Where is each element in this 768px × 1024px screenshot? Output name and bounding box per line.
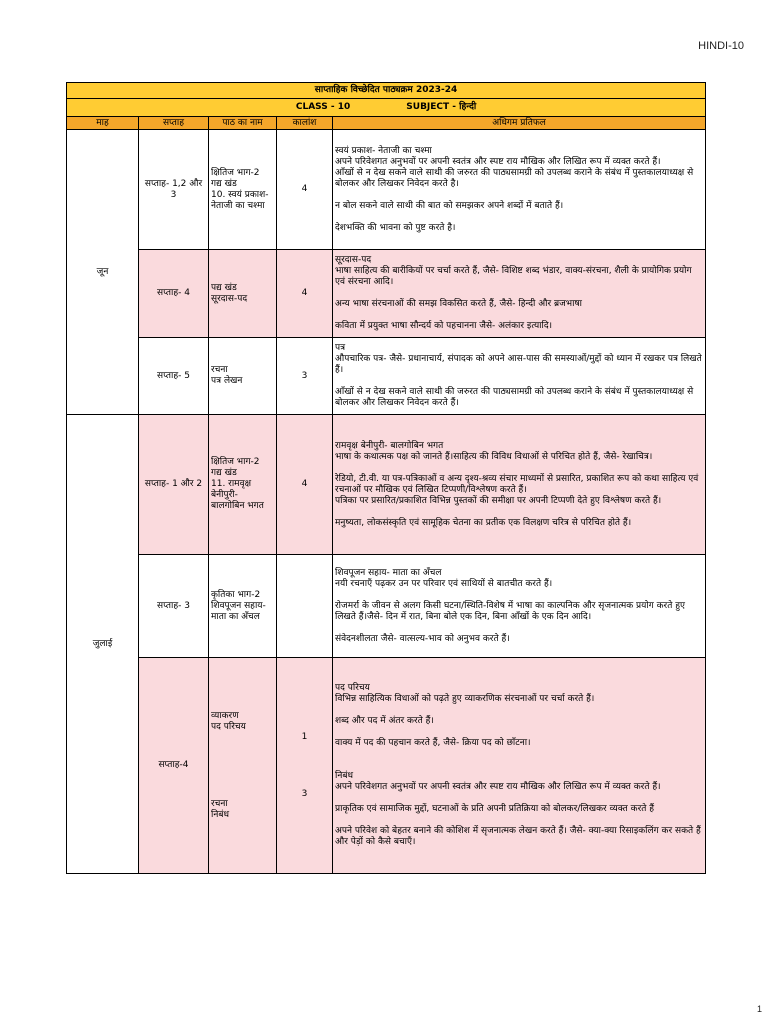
outcome-line: रामवृक्ष बेनीपुरी- बालगोबिन भगत xyxy=(335,440,444,451)
syllabus-table xyxy=(66,82,706,874)
page-number: 1 xyxy=(756,1004,762,1014)
table-row xyxy=(67,415,706,555)
outcome-line: कविता में प्रयुक्त भाषा सौन्दर्य को पहचानना जैसे- अलंकार इत्यादि। xyxy=(335,321,553,331)
outcomes-cell xyxy=(333,130,706,250)
outcome-line: पत्र xyxy=(335,343,346,353)
outcome-line: अन्य भाषा संरचनाओं की समझ विकसित करते हैं, जैसे- हिन्दी और ब्रजभाषा xyxy=(335,299,582,309)
outcome-line: मनुष्यता, लोकसंस्कृति एवं सामूहिक चेतना का प्रतीक एक विलक्षण चरित्र से परिचित होते हैं। xyxy=(335,517,632,528)
outcome-line: वाक्य में पद की पहचान करते हैं, जैसे- क्रिया पद को छाँटना। xyxy=(335,738,531,748)
lesson-cell: रचना पत्र लेखन xyxy=(209,338,277,415)
outcome-line: पद परिचय xyxy=(335,683,370,693)
subtitle-row xyxy=(67,99,706,117)
month-june: जून xyxy=(67,130,139,415)
subject-label: SUBJECT - हिन्दी xyxy=(406,102,477,112)
outcome-line: शिवपूजन सहाय- माता का अँचल xyxy=(335,567,442,578)
periods-cell: 4 xyxy=(277,130,333,250)
outcome-line: आँखों से न देख सकने वाले साथी की जरुरत की पाठ्यसामग्री को उपलब्ध कराने के संबंध में पुस्तकालयाध्यक्ष से बोलकर और लिखकर निवेदन करते हैं। xyxy=(335,387,694,408)
week-cell: सप्ताह- 4 xyxy=(139,250,209,338)
lesson-cell: पद्य खंड सूरदास-पद xyxy=(209,250,277,338)
lesson-cell: क्षितिज भाग-2 गद्य खंड 10. स्वयं प्रकाश- नेताजी का चश्मा xyxy=(209,130,277,250)
outcome-line: विभिन्न साहित्यिक विधाओं को पढ़ते हुए व्याकरणिक संरचनाओं पर चर्चा करते हैं। xyxy=(335,694,595,704)
outcome-line: आँखों से न देख सकने वाले साथी की जरुरत की पाठ्यसामग्री को उपलब्ध कराने के संबंध में पुस्तकालयाध्यक्ष से बोलकर और लिखकर निवेदन करते है। xyxy=(335,167,694,189)
table-row xyxy=(67,250,706,338)
outcome-line: रेडियो, टी.वी. या पत्र-पत्रिकाओं व अन्य दृश्य-श्रव्य संचार माध्यमों से प्रसारित, प्रकाशित रूप को कथा साहित्य एवं रचनाओं पर मौखिक एवं लिखित टिप्पणी/विश्लेषण करते हैं। xyxy=(335,473,699,495)
week-cell: सप्ताह-4 xyxy=(139,658,209,874)
week-cell: सप्ताह- 3 xyxy=(139,555,209,658)
periods-cell xyxy=(277,555,333,658)
class-label: CLASS - 10 xyxy=(295,102,351,112)
week-cell: सप्ताह- 5 xyxy=(139,338,209,415)
lesson-cell: व्याकरण पद परिचय रचना निबंध xyxy=(209,658,277,874)
document-code: HINDI-10 xyxy=(698,40,744,52)
outcome-line: अपने परिवेशगत अनुभवों पर अपनी स्वतंत्र और स्पष्ट राय मौखिक और लिखित रूप में व्यक्त करते हैं। xyxy=(335,782,661,792)
table-row xyxy=(67,555,706,658)
outcome-line: भाषा साहित्य की बारीकियों पर चर्चा करते हैं, जैसे- विशिष्ट शब्द भंडार, वाक्य-संरचना, शैली के प्रायोगिक प्रयोग एवं संरचना आदि। xyxy=(335,266,692,287)
header-week: सप्ताह xyxy=(139,117,209,130)
outcome-line: संवेदनशीलता जैसे- वात्सल्य-भाव को अनुभव करते हैं। xyxy=(335,633,510,644)
class-subject-cell xyxy=(67,99,706,117)
header-lesson: पाठ का नाम xyxy=(209,117,277,130)
outcome-line: अपने परिवेशगत अनुभवों पर अपनी स्वतंत्र और स्पष्ट राय मौखिक और लिखित रूप में व्यक्त करते हैं। xyxy=(335,156,661,167)
outcome-line: स्वयं प्रकाश- नेताजी का चश्मा xyxy=(335,145,432,156)
outcome-line: न बोल सकने वाले साथी की बात को समझकर अपने शब्दों में बताते हैं। xyxy=(335,200,564,211)
periods-cell: 3 xyxy=(277,338,333,415)
outcome-line: अपने परिवेश को बेहतर बनाने की कोशिश में सृजनात्मक लेखन करते हैं। जैसे- क्या-क्या रिसाइकलिंग कर सकते हैं और पेड़ों को कैसे बचाएँ। xyxy=(335,826,701,847)
outcomes-cell xyxy=(333,250,706,338)
table-row xyxy=(67,658,706,874)
week-cell: सप्ताह- 1 और 2 xyxy=(139,415,209,555)
outcomes-cell xyxy=(333,555,706,658)
outcome-line: शब्द और पद में अंतर करते हैं। xyxy=(335,716,434,726)
table-row xyxy=(67,130,706,250)
outcomes-cell xyxy=(333,338,706,415)
outcome-line: नयी रचनाएँ पढ़कर उन पर परिवार एवं साथियों से बातचीत करते हैं। xyxy=(335,578,553,589)
header-outcomes: अधिगम प्रतिफल xyxy=(333,117,706,130)
outcome-line: सूरदास-पद xyxy=(335,255,372,265)
header-month: माह xyxy=(67,117,139,130)
periods-cell: 1 3 xyxy=(277,658,333,874)
periods-cell: 4 xyxy=(277,250,333,338)
outcome-line: भाषा के कथात्मक पक्ष को जानते हैं।साहित्य की विविध विधाओं से परिचित होते हैं, जैसे- रेखाचित्र। xyxy=(335,451,653,462)
lesson-cell: कृतिका भाग-2 शिवपूजन सहाय- माता का अँचल xyxy=(209,555,277,658)
outcome-line: औपचारिक पत्र- जैसे- प्रधानाचार्य, संपादक को अपने आस-पास की समस्याओं/मुद्दों को ध्यान में रखकर पत्र लिखते हैं। xyxy=(335,354,702,375)
outcome-line: पत्रिका पर प्रसारित/प्रकाशित विभिन्न पुस्तकों की समीक्षा पर अपनी टिप्पणी देते हुए विश्लेषण करते हैं। xyxy=(335,495,662,506)
month-july: जुलाई xyxy=(67,415,139,874)
header-periods: कालांश xyxy=(277,117,333,130)
outcomes-cell xyxy=(333,658,706,874)
title-row xyxy=(67,83,706,99)
outcome-line: प्राकृतिक एवं सामाजिक मुद्दों, घटनाओं के प्रति अपनी प्रतिक्रिया को बोलकर/लिखकर व्यक्त करते हैं xyxy=(335,804,655,814)
table-row xyxy=(67,338,706,415)
outcomes-cell xyxy=(333,415,706,555)
lesson-cell: क्षितिज भाग-2 गद्य खंड 11. रामवृक्ष बेनीपुरी- बालगोबिन भगत xyxy=(209,415,277,555)
periods-cell: 4 xyxy=(277,415,333,555)
outcome-line: रोजमर्रा के जीवन से अलग किसी घटना/स्थिति-विशेष में भाषा का काल्पनिक और सृजनात्मक प्रयोग करते हुए लिखते हैं।जैसे- दिन में रात, बिना बोले एक दिन, बिना आँखों के एक दिन आदि। xyxy=(335,600,685,622)
week-cell: सप्ताह- 1,2 और 3 xyxy=(139,130,209,250)
outcome-line: देशभक्ति की भावना को पुष्ट करते है। xyxy=(335,222,456,233)
table-title: साप्ताहिक विच्छेदित पाठ्यक्रम 2023-24 xyxy=(67,83,706,99)
outcome-line: निबंध xyxy=(335,771,354,781)
header-row xyxy=(67,117,706,130)
